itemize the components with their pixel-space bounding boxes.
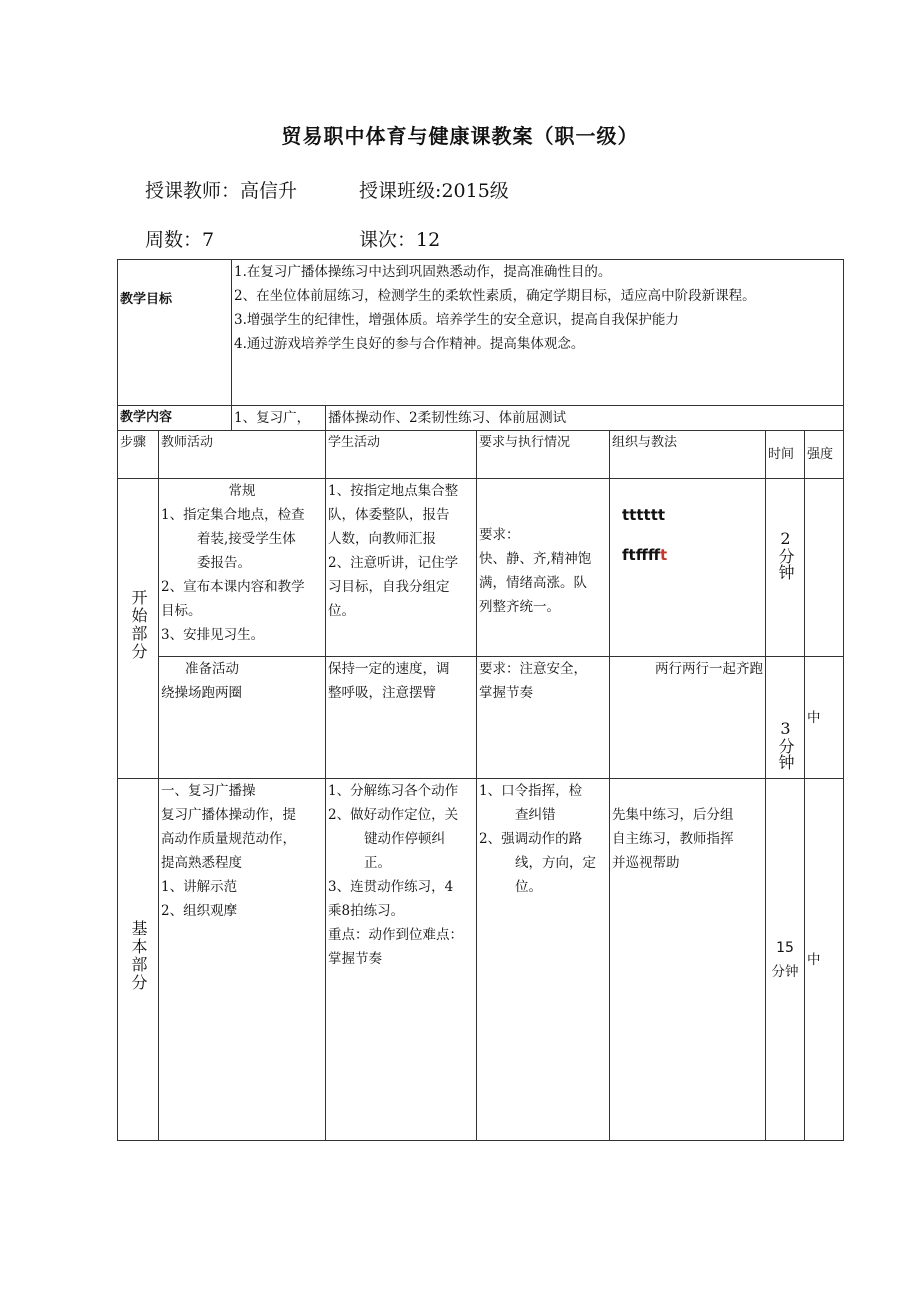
student-line: 3、连贯动作练习，4	[328, 879, 454, 895]
teacher-line: 准备活动	[185, 661, 239, 677]
header-time: 时间	[766, 431, 805, 479]
objective-item: 4.通过游戏培养学生良好的参与合作精神。提高集体观念。	[234, 336, 585, 352]
start-time: 2分钟	[776, 529, 796, 580]
content-row	[118, 406, 844, 431]
requirement-line: 查纠错	[515, 807, 556, 823]
formation-letters: ftffff	[622, 546, 661, 564]
teacher-line: 提高熟悉程度	[161, 855, 242, 871]
student-line: 位。	[328, 603, 356, 619]
formation-row: tttttt	[622, 506, 666, 524]
start-student-cell	[326, 479, 477, 657]
header-student: 学生活动	[326, 431, 477, 479]
header-teacher: 教师活动	[159, 431, 326, 479]
header-requirement: 要求与执行情况	[477, 431, 610, 479]
basic-step-label: 基本部分	[129, 919, 148, 992]
teacher-line: 绕操场跑两圈	[161, 685, 242, 701]
teacher-line: 一、复习广播操	[161, 783, 256, 799]
class-label: 授课班级:2015级	[359, 180, 509, 202]
header-step: 步骤	[118, 431, 159, 479]
student-line: 1、按指定地点集合整	[328, 483, 459, 499]
student-line: 2、做好动作定位，关	[328, 807, 459, 823]
objective-item: 2、在坐位体前屈练习，检测学生的柔软性素质，确定学期目标，适应高中阶段新课程。	[234, 288, 756, 304]
teacher-line: 着装,接受学生体	[197, 531, 296, 547]
student-line: 乘8拍练习。	[328, 903, 405, 919]
lesson-label: 课次：12	[359, 229, 441, 251]
header-organization: 组织与教法	[610, 431, 766, 479]
basic-time-cell	[766, 779, 805, 1141]
start-intensity-cell	[805, 479, 844, 657]
student-line: 保持一定的速度，调	[328, 661, 450, 677]
student-line: 键动作停顿纠	[364, 831, 446, 847]
student-line: 人数，向教师汇报	[328, 531, 437, 547]
requirement-line: 线，方向，定	[515, 855, 597, 871]
basic-organization-cell	[610, 779, 766, 1141]
warmup-requirement-cell	[477, 657, 610, 779]
teacher-line: 1、指定集合地点，检查	[161, 507, 305, 523]
teacher-marker: t	[660, 546, 668, 564]
content-label: 教学内容	[118, 406, 232, 431]
start-step-label: 开始部分	[129, 588, 148, 661]
requirement-line: 1、口令指挥，检	[479, 783, 583, 799]
objectives-row	[118, 260, 844, 406]
teacher-line: 委报告。	[197, 555, 251, 571]
organization-line: 并巡视帮助	[612, 855, 680, 871]
basic-teacher-cell	[159, 779, 326, 1141]
content-part2: 播体操动作、2柔韧性练习、体前屈测试	[326, 406, 844, 431]
teacher-heading: 常规	[228, 483, 256, 499]
header-row	[118, 431, 844, 479]
basic-row	[118, 779, 844, 1141]
teacher-line: 3、安排见习生。	[161, 627, 265, 643]
requirement-line: 位。	[515, 879, 543, 895]
requirement-line: 快、静、齐,精神饱	[479, 551, 592, 567]
student-line: 掌握节奏	[328, 951, 383, 967]
student-line: 正。	[364, 855, 392, 871]
requirement-line: 要求：注意安全，	[479, 661, 588, 677]
header-intensity: 强度	[805, 431, 844, 479]
basic-step-cell	[118, 779, 159, 1141]
week-label: 周数：7	[145, 229, 215, 251]
start-organization-cell	[610, 479, 766, 657]
info-row-1	[145, 176, 509, 203]
teacher-line: 复习广播体操动作，提	[161, 807, 296, 823]
warmup-time-cell	[766, 657, 805, 779]
student-line: 整呼吸，注意摆臂	[328, 685, 437, 701]
requirement-line: 2、强调动作的路	[479, 831, 583, 847]
requirement-line: 满，情绪高涨。队	[479, 575, 588, 591]
start-requirement-cell	[477, 479, 610, 657]
basic-requirement-cell	[477, 779, 610, 1141]
warmup-time: 3分钟	[776, 719, 796, 770]
teacher-line: 2、宣布本课内容和教学	[161, 579, 305, 595]
basic-time-number: 15	[776, 939, 794, 956]
requirement-line: 列整齐统一。	[479, 599, 561, 615]
warmup-teacher-cell	[159, 657, 326, 779]
requirement-line: 掌握节奏	[479, 685, 534, 701]
teacher-line: 2、组织观摩	[161, 903, 238, 919]
objectives-cell	[232, 260, 844, 406]
teacher-line: 高动作质量规范动作，	[161, 831, 296, 847]
organization-line: 先集中练习，后分组	[612, 807, 734, 823]
student-line: 2、注意听讲，记住学	[328, 555, 459, 571]
lesson-plan-table	[117, 259, 844, 1141]
objectives-label: 教学目标	[118, 260, 232, 406]
start-step-cell	[118, 479, 159, 779]
content-part1: 1、复习广，	[232, 406, 326, 431]
organization-line: 自主练习，教师指挥	[612, 831, 734, 847]
objective-item: 1.在复习广播体操练习中达到巩固熟悉动作，提高准确性目的。	[234, 264, 612, 280]
page-title: 贸易职中体育与健康课教案（职一级）	[281, 124, 639, 148]
formation-row	[622, 543, 763, 567]
start-row-2	[118, 657, 844, 779]
student-line: 1、分解练习各个动作	[328, 783, 459, 799]
start-time-cell	[766, 479, 805, 657]
warmup-intensity: 中	[805, 657, 844, 779]
teacher-label: 授课教师：高信升	[145, 180, 298, 202]
basic-time-unit: 分钟	[771, 963, 799, 980]
basic-intensity: 中	[805, 779, 844, 1141]
teacher-line: 1、讲解示范	[161, 879, 238, 895]
student-line: 重点：动作到位难点：	[328, 927, 464, 943]
student-line: 队，体委整队，报告	[328, 507, 450, 523]
student-line: 习目标，自我分组定	[328, 579, 450, 595]
start-teacher-cell	[159, 479, 326, 657]
teacher-line: 目标。	[161, 603, 202, 619]
requirement-line: 要求：	[479, 527, 520, 543]
start-row-1	[118, 479, 844, 657]
warmup-student-cell	[326, 657, 477, 779]
info-row-2	[145, 225, 440, 252]
basic-student-cell	[326, 779, 477, 1141]
objective-item: 3.增强学生的纪律性，增强体质。培养学生的安全意识，提高自我保护能力	[234, 312, 679, 328]
warmup-organization-cell: 两行两行一起齐跑	[610, 657, 766, 779]
